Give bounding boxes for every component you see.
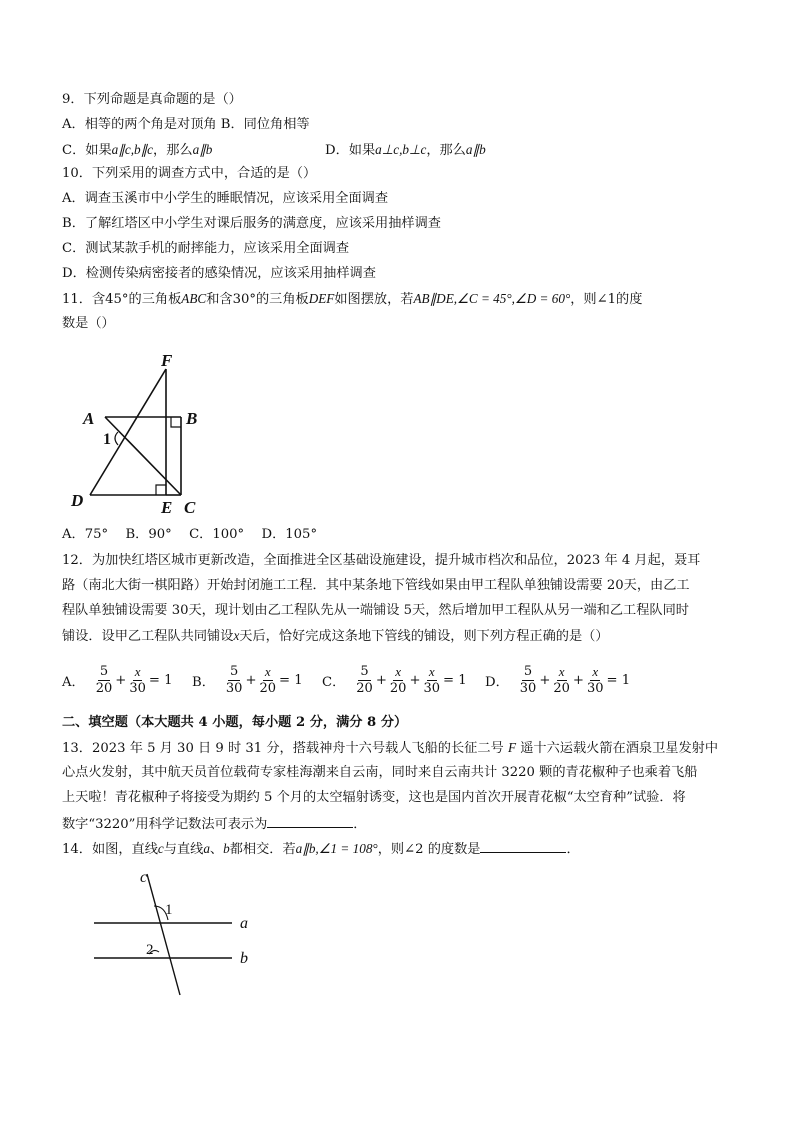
q10-option-c: C．测试某款手机的耐摔能力，应该采用全面调查 xyxy=(62,241,350,256)
fraction-denominator: 30 xyxy=(225,681,243,696)
q11-label-D: D xyxy=(71,491,84,510)
q14-label-b: b xyxy=(240,950,248,967)
q14-line-c xyxy=(147,874,180,995)
section-2-heading: 二、填空题（本大题共 4 小题，每小题 2 分，满分 8 分） xyxy=(62,715,408,730)
q12-option-b xyxy=(192,664,303,697)
q13-line4: 数字“3220”用科学记数法可表示为 ． xyxy=(62,813,366,835)
q11-stem-line2: 数是（） xyxy=(62,316,115,331)
q9-options-ab: A．相等的两个角是对顶角 B．同位角相等 xyxy=(62,117,310,132)
equation-rhs: = 1 xyxy=(148,673,173,688)
fraction-numerator: x xyxy=(134,664,141,679)
fraction xyxy=(390,664,407,697)
q14-label-a: a xyxy=(240,915,248,932)
fraction-numerator: x xyxy=(264,664,271,679)
q13-answer-blank[interactable] xyxy=(267,813,353,828)
q12-option-label: B． xyxy=(192,675,215,690)
q11-right-angle-E xyxy=(156,485,166,495)
q11-label-E: E xyxy=(161,498,173,517)
q12-option-c xyxy=(322,664,467,697)
fraction-denominator: 30 xyxy=(586,681,604,696)
q13-line2: 心点火发射，其中航天员首位载荷专家桂海潮来自云南，同时来自云南共计 3220 颗的青花椒种子也乘着飞船 xyxy=(62,765,698,780)
q10-option-b: B．了解红塔区中小学生对课后服务的满意度，应该采用抽样调查 xyxy=(62,216,441,231)
fraction-denominator: 20 xyxy=(259,681,277,696)
plus-sign: + xyxy=(115,673,127,688)
q10-option-d: D．检测传染病密接者的感染情况，应该采用抽样调查 xyxy=(62,266,376,281)
q11-stem-line1: 11．含45°的三角板ABC和含30°的三角板DEF如图摆放，若AB∥DE,∠C = 45°,∠D = 60°，则∠1的度 xyxy=(62,291,643,307)
fraction-numerator: x xyxy=(592,664,599,679)
q14-label-1: 1 xyxy=(165,902,173,918)
fraction-denominator: 20 xyxy=(389,681,407,696)
q11-right-angle-B xyxy=(171,417,181,427)
q12-line4: 铺设．设甲乙工程队共同铺设x天后，恰好完成这条地下管线的铺设，则下列方程正确的是（） xyxy=(62,628,609,644)
equation-rhs: = 1 xyxy=(606,673,631,688)
fraction-denominator: 20 xyxy=(356,681,373,696)
q14-figure xyxy=(62,862,282,1002)
equation-rhs: = 1 xyxy=(443,673,467,688)
fraction-numerator: 5 xyxy=(99,664,109,679)
q10-option-a: A．调查玉溪市中小学生的睡眠情况，应该采用全面调查 xyxy=(62,191,389,206)
q11-figure xyxy=(62,336,252,521)
q12-option-d xyxy=(485,664,630,697)
fraction-numerator: x xyxy=(428,664,435,679)
q11-label-1: 1 xyxy=(103,431,111,448)
plus-sign: + xyxy=(409,673,421,688)
q12-option-label: A． xyxy=(62,675,85,690)
equation-rhs: = 1 xyxy=(279,673,303,688)
fraction xyxy=(260,664,277,697)
q11-label-F: F xyxy=(161,351,173,370)
q9-stem: 9．下列命题是真命题的是（） xyxy=(62,92,242,107)
fraction xyxy=(129,664,146,697)
plus-sign: + xyxy=(572,673,584,688)
q11-angle1-arc xyxy=(115,432,118,445)
fraction-denominator: 30 xyxy=(129,681,146,696)
q9-option-d: D．如果a⊥c,b⊥c，那么a∥b xyxy=(325,142,486,158)
fraction-numerator: 5 xyxy=(230,664,239,679)
q14-label-2: 2 xyxy=(146,942,154,958)
fraction xyxy=(226,664,243,697)
q12-option-a xyxy=(62,664,173,697)
plus-sign: + xyxy=(245,673,257,688)
q11-label-B: B xyxy=(186,409,198,428)
fraction-denominator: 30 xyxy=(519,681,537,696)
q12-line1: 12．为加快红塔区城市更新改造，全面推进全区基础设施建设，提升城市档次和品位，2023 年 4 月起，聂耳 xyxy=(62,553,701,568)
fraction-numerator: x xyxy=(558,664,565,679)
fraction xyxy=(424,664,441,697)
fraction xyxy=(587,664,604,697)
fraction xyxy=(356,664,373,697)
plus-sign: + xyxy=(375,673,387,688)
fraction xyxy=(96,664,113,697)
q11-label-C: C xyxy=(184,498,196,517)
fraction-numerator: 5 xyxy=(523,664,533,679)
q14-answer-blank[interactable] xyxy=(480,838,566,853)
fraction-numerator: 5 xyxy=(360,664,369,679)
q11-options: A．75° B．90° C．100° D．105° xyxy=(62,527,318,542)
q12-option-label: D． xyxy=(485,675,509,690)
q12-line2: 路（南北大街一棋阳路）开始封闭施工工程．其中某条地下管线如果由甲工程队单独铺设需要 20天，由乙工 xyxy=(62,578,690,593)
q11-line-DF xyxy=(90,369,166,495)
q14-stem: 14．如图，直线c与直线a、b都相交．若a∥b,∠1 = 108°，则∠2 的度数是 ． xyxy=(62,838,580,860)
q13-line3: 上天啦！青花椒种子将接受为期约 5 个月的太空辐射诱变，这也是国内首次开展青花椒“太空育种”试验．将 xyxy=(62,790,686,805)
q12-option-label: C． xyxy=(322,675,346,690)
fraction-denominator: 30 xyxy=(423,681,441,696)
q13-line1: 13．2023 年 5 月 30 日 9 时 31 分，搭载神舟十六号载人飞船的长征二号 F 遥十六运载火箭在酒泉卫星发射中 xyxy=(62,740,719,756)
q12-line3: 程队单独铺设需要 30天，现计划由乙工程队先从一端铺设 5天，然后增加甲工程队从另一端和乙工程队同时 xyxy=(62,603,689,618)
q11-label-A: A xyxy=(83,409,95,428)
fraction-numerator: x xyxy=(395,664,402,679)
q14-label-c: c xyxy=(140,869,148,886)
fraction-denominator: 20 xyxy=(95,681,113,696)
q11-line-AC xyxy=(105,417,181,495)
fraction xyxy=(553,664,570,697)
q9-option-c: C．如果a∥c,b∥c，那么a∥b xyxy=(62,142,213,158)
plus-sign: + xyxy=(539,673,551,688)
q10-stem: 10．下列采用的调查方式中，合适的是（） xyxy=(62,166,317,181)
fraction-denominator: 20 xyxy=(553,681,570,696)
fraction xyxy=(520,664,537,697)
